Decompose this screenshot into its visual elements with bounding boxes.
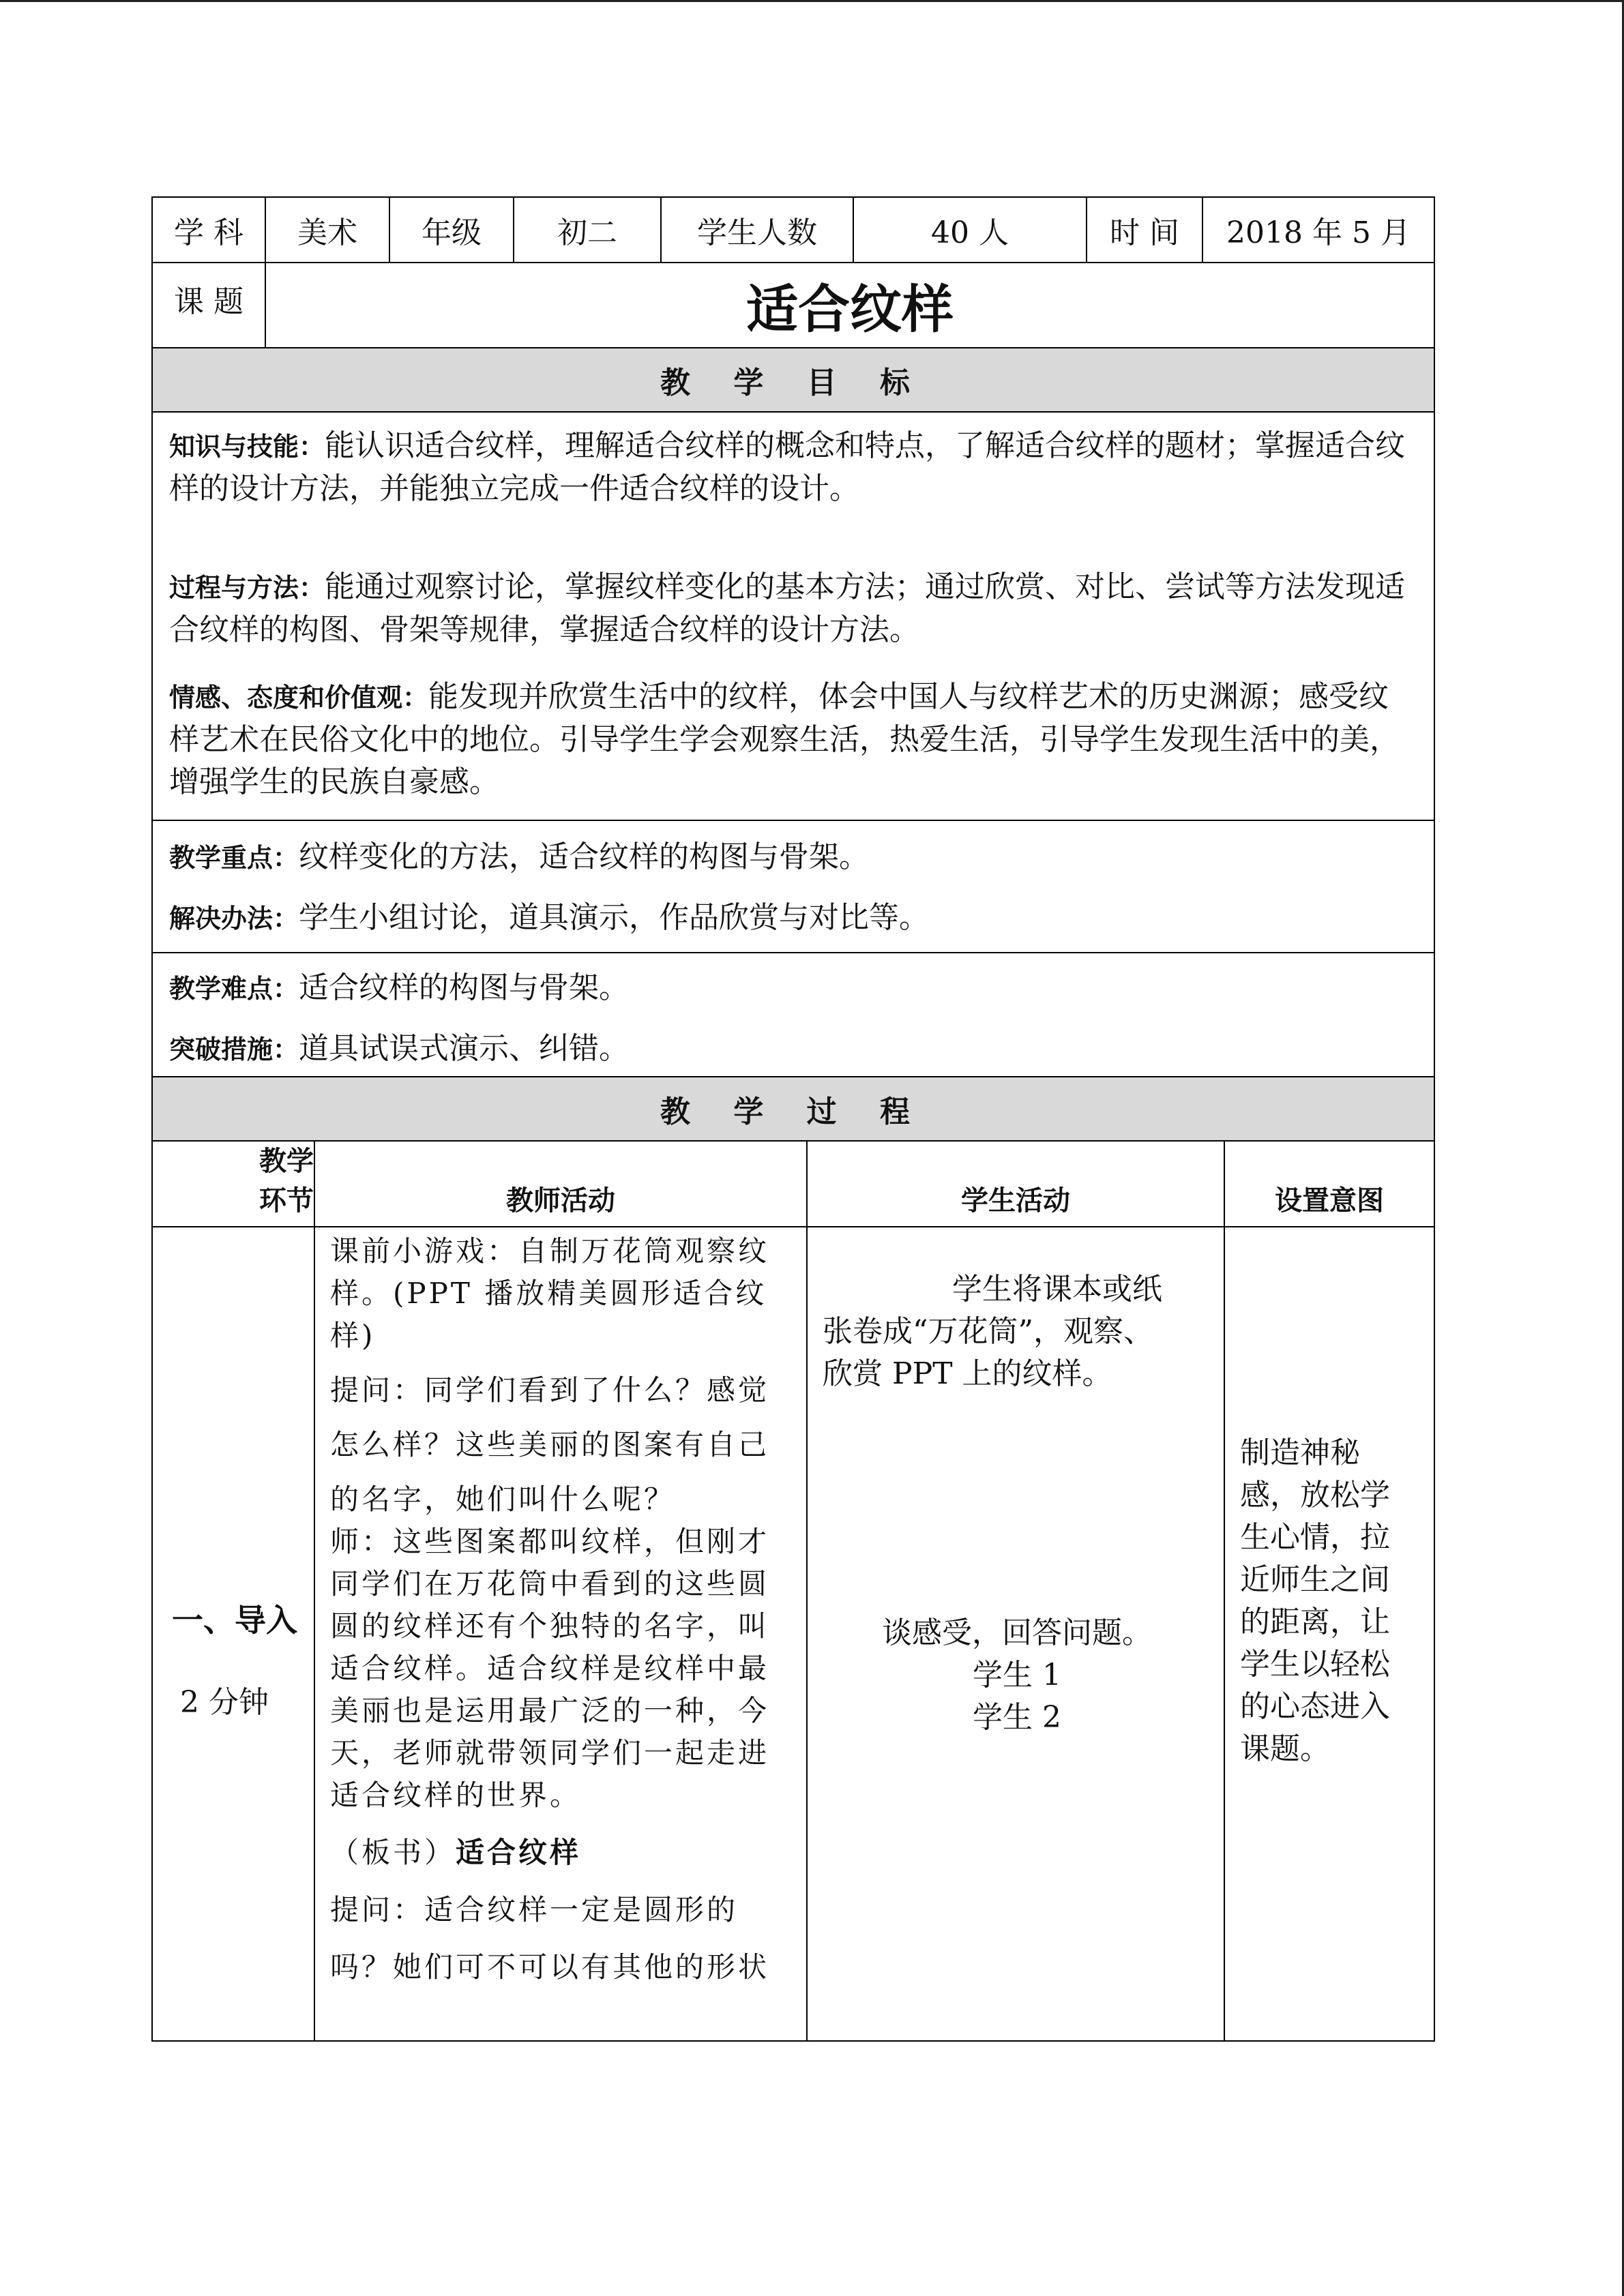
teacher-line: 样。(PPT 播放精美圆形适合纹	[330, 1277, 767, 1310]
focus-row	[153, 821, 1434, 953]
solution-label: 解决办法：	[169, 904, 299, 934]
difficulty-text: 适合纹样的构图与骨架。	[299, 970, 630, 1005]
stage-time: 2 分钟	[180, 1685, 269, 1720]
info-row	[153, 198, 1434, 263]
intent-line: 生心情，拉	[1240, 1520, 1390, 1555]
teacher-line: 提问：适合纹样一定是圆形的	[330, 1893, 739, 1926]
teacher-line: 提问：同学们看到了什么？感觉	[330, 1373, 770, 1407]
subject-label: 学 科	[153, 198, 266, 262]
stage-name: 一、导入	[172, 1602, 297, 1639]
process-column-headers	[153, 1142, 1434, 1227]
col-teacher: 教师活动	[315, 1142, 808, 1226]
intent-line: 的心态进入	[1240, 1689, 1390, 1724]
solution-text: 学生小组讨论，道具演示，作品欣赏与对比等。	[299, 900, 930, 935]
time-label: 时 间	[1087, 198, 1203, 262]
process-text: 能通过观察讨论，掌握纹样变化的基本方法；通过欣赏、对比、尝试等方法发现适合纹样的构图、骨架等规律，掌握适合纹样的设计方法。	[169, 569, 1406, 647]
page-title: 适合纹样	[746, 279, 954, 340]
focus-label: 教学重点：	[169, 843, 299, 873]
board-text: 适合纹样	[456, 1836, 582, 1869]
difficulty-label: 教学难点：	[169, 974, 299, 1004]
stage-cell	[153, 1227, 315, 2040]
emotion-text: 能发现并欣赏生活中的纹样，体会中国人与纹样艺术的历史渊源；感受纹样艺术在民俗文化中的地位。引导学生学会观察生活，热爱生活，引导学生发现生活中的美，增强学生的民族自豪感。	[169, 679, 1400, 799]
student-line: 欣赏 PPT 上的纹样。	[823, 1356, 1112, 1391]
focus-text: 纹样变化的方法，适合纹样的构图与骨架。	[299, 839, 870, 874]
time-value: 2018 年 5 月	[1226, 215, 1411, 250]
knowledge-label: 知识与技能：	[169, 432, 325, 462]
students-label: 学生人数	[662, 198, 854, 262]
teacher-line: 吗？她们可不可以有其他的形状	[330, 1950, 770, 1984]
objectives-body	[153, 413, 1434, 820]
teacher-line: 课前小游戏：自制万花筒观察纹	[330, 1234, 770, 1268]
lesson-plan-table	[151, 196, 1435, 2042]
student-line: 学生 1	[973, 1658, 1061, 1693]
board-prefix: （板书）	[330, 1836, 456, 1869]
topic-label: 课 题	[153, 263, 266, 347]
page-top-rule	[0, 0, 1624, 2]
knowledge-text: 能认识适合纹样，理解适合纹样的概念和特点，了解适合纹样的题材；掌握适合纹样的设计方法，并能独立完成一件适合纹样的设计。	[169, 428, 1406, 506]
focus-line	[169, 836, 1417, 879]
stage-row-intro	[153, 1227, 1434, 2040]
difficulty-row	[153, 953, 1434, 1077]
teacher-line: 适合纹样的世界。	[330, 1778, 582, 1812]
col-stage-line1: 教学	[259, 1146, 314, 1177]
solution-line	[169, 897, 1417, 940]
intent-cell	[1225, 1227, 1434, 2040]
breakthrough-line	[169, 1028, 1417, 1071]
focus-body	[153, 821, 1434, 952]
intent-line: 课题。	[1240, 1731, 1330, 1766]
process-heading: 教 学 过 程	[153, 1077, 1434, 1142]
col-stage-line2: 环节	[259, 1185, 314, 1217]
teacher-line: 样)	[330, 1319, 376, 1352]
teacher-line: 圆的纹样还有个独特的名字，叫	[330, 1609, 770, 1643]
topic-row	[153, 263, 1434, 348]
student-line: 谈感受，回答问题。	[882, 1615, 1152, 1650]
board-writing-line	[330, 1832, 581, 1874]
student-line: 学生将课本或纸	[952, 1272, 1162, 1307]
teacher-line: 的名字，她们叫什么呢？	[330, 1482, 676, 1516]
teacher-line: 美丽也是运用最广泛的一种，今	[330, 1694, 770, 1727]
teacher-line: 怎么样？这些美丽的图案有自己	[330, 1428, 770, 1461]
intent-line: 的距离，让	[1240, 1605, 1390, 1639]
teacher-line: 同学们在万花筒中看到的这些圆	[330, 1567, 770, 1600]
process-label: 过程与方法：	[169, 573, 325, 603]
col-student: 学生活动	[808, 1142, 1225, 1226]
knowledge-paragraph	[169, 425, 1417, 510]
teacher-line: 师：这些图案都叫纹样，但刚才	[330, 1525, 770, 1558]
objectives-heading: 教 学 目 标	[153, 348, 1434, 413]
subject-value: 美术	[266, 198, 390, 262]
teacher-line: 适合纹样。适合纹样是纹样中最	[330, 1652, 770, 1685]
objectives-row	[153, 413, 1434, 821]
students-value: 40 人	[854, 198, 1087, 262]
col-intent: 设置意图	[1275, 1185, 1384, 1217]
intent-line: 感，放松学	[1240, 1478, 1390, 1512]
process-paragraph	[169, 566, 1417, 651]
intent-line: 学生以轻松	[1240, 1647, 1390, 1682]
student-line: 学生 2	[973, 1700, 1061, 1735]
difficulty-line	[169, 967, 1417, 1010]
spacer	[169, 510, 1417, 552]
grade-value: 初二	[514, 198, 662, 262]
breakthrough-text: 道具试误式演示、纠错。	[299, 1031, 630, 1066]
grade-label: 年级	[390, 198, 514, 262]
breakthrough-label: 突破措施：	[169, 1034, 299, 1064]
teacher-activity-cell	[315, 1227, 808, 2040]
student-line: 张卷成“万花筒”，观察、	[823, 1314, 1153, 1349]
intent-line: 制造神秘	[1240, 1435, 1360, 1470]
student-activity-cell	[808, 1227, 1225, 2040]
col-stage	[153, 1142, 315, 1226]
intent-line: 近师生之间	[1240, 1562, 1390, 1597]
difficulty-body	[153, 953, 1434, 1076]
emotion-paragraph	[169, 676, 1417, 803]
emotion-label: 情感、态度和价值观：	[169, 683, 429, 713]
teacher-line: 天，老师就带领同学们一起走进	[330, 1736, 770, 1770]
